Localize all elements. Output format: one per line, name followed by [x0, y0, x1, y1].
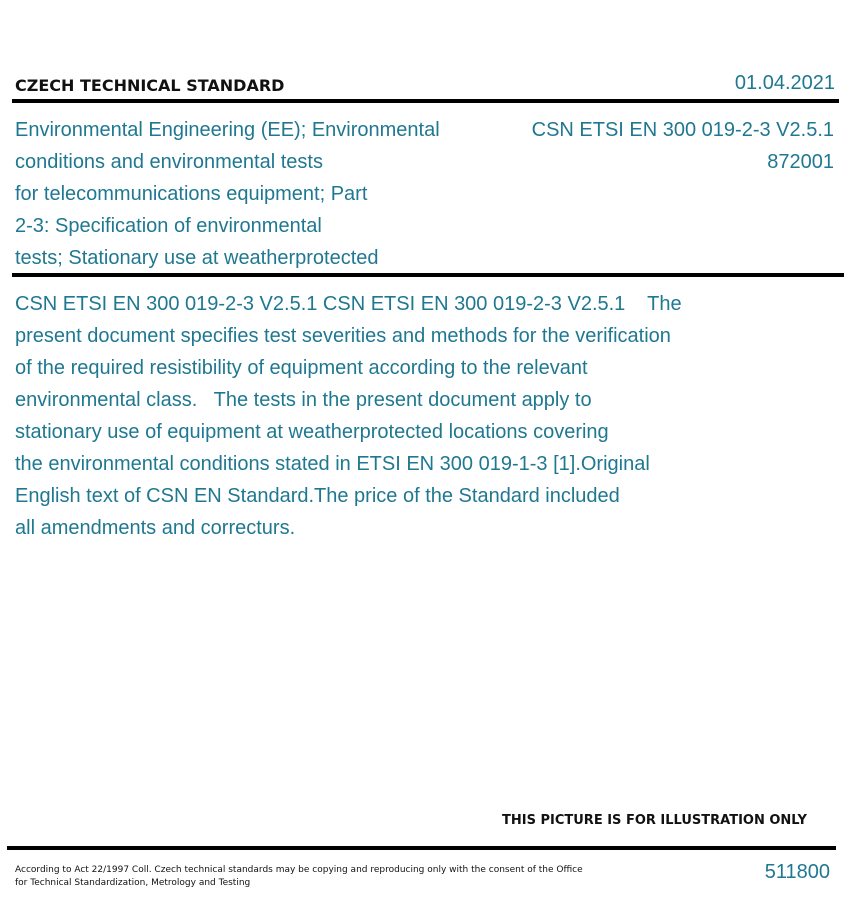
abstract-line: environmental class. The tests in the present document apply to [15, 389, 592, 411]
title-line: Environmental Engineering (EE); Environmental [15, 119, 440, 141]
illustration-notice: THIS PICTURE IS FOR ILLUSTRATION ONLY [502, 813, 807, 828]
footer-divider [7, 846, 836, 850]
title-line: conditions and environmental tests [15, 151, 323, 173]
publication-date: 01.04.2021 [734, 72, 835, 94]
header-divider [12, 99, 839, 103]
abstract-line: CSN ETSI EN 300 019-2-3 V2.5.1 CSN ETSI EN 300 019-2-3 V2.5.1 The [15, 293, 682, 315]
abstract-line: English text of CSN EN Standard.The price of the Standard included [15, 485, 620, 507]
abstract-line: present document specifies test severities and methods for the verification [15, 325, 671, 347]
abstract-line: all amendments and correcturs. [15, 517, 296, 539]
abstract [15, 288, 755, 544]
abstract-line: the environmental conditions stated in ETSI EN 300 019-1-3 [1].Original [15, 453, 650, 475]
abstract-line: stationary use of equipment at weatherprotected locations covering [15, 421, 609, 443]
legal-line: According to Act 22/1997 Coll. Czech technical standards may be copying and reproducing only with the consent of the Office [15, 865, 583, 875]
catalog-code: 511800 [764, 861, 830, 883]
title-divider [12, 273, 844, 277]
standard-designation: CSN ETSI EN 300 019-2-3 V2.5.1 [531, 119, 834, 141]
legal-line: for Technical Standardization, Metrology and Testing [15, 878, 251, 888]
title-line: 2-3: Specification of environmental [15, 215, 322, 237]
title-line: for telecommunications equipment; Part [15, 183, 368, 205]
legal-notice [15, 864, 583, 890]
title-line: tests; Stationary use at weatherprotected [15, 247, 379, 269]
standard-title [15, 114, 485, 274]
standard-class-code: 872001 [767, 151, 834, 173]
abstract-line: of the required resistibility of equipment according to the relevant [15, 357, 588, 379]
standard-reference [532, 114, 834, 178]
document-category: CZECH TECHNICAL STANDARD [15, 76, 285, 95]
